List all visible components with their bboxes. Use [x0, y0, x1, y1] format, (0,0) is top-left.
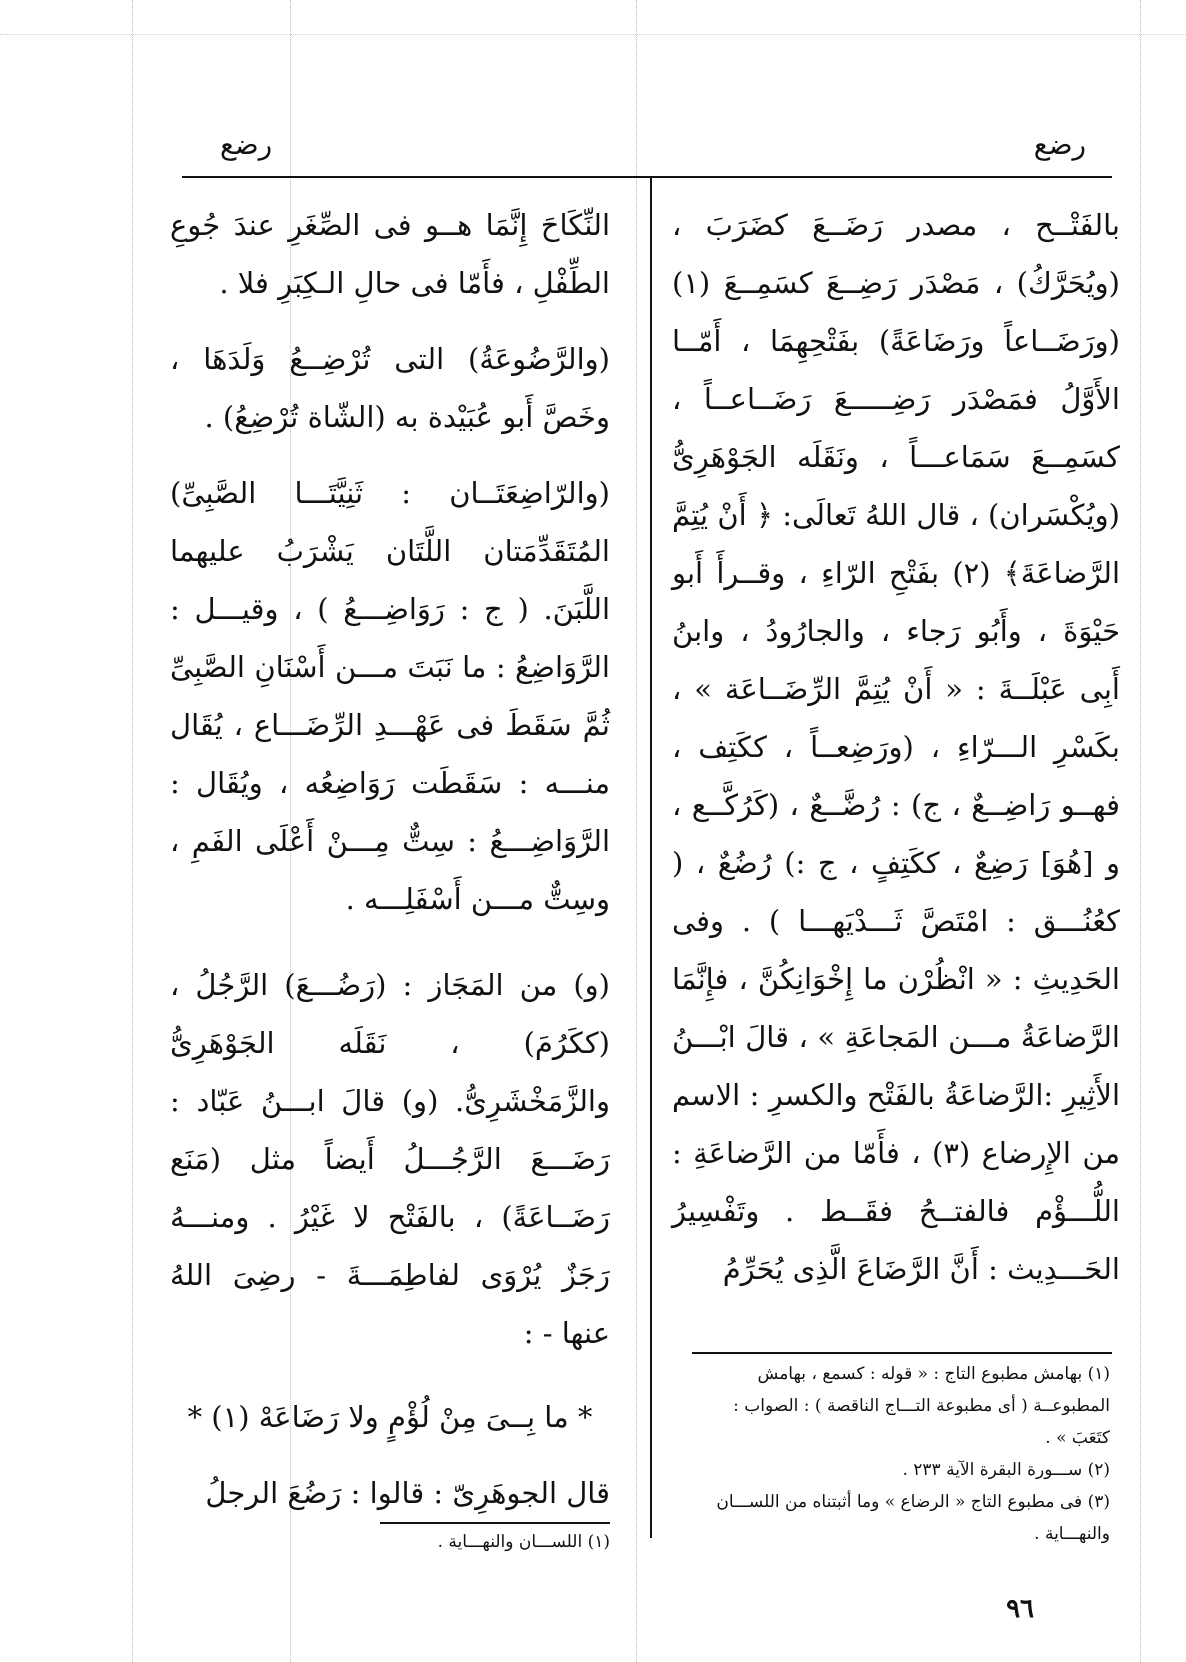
header-rule — [182, 176, 1112, 178]
scan-guide-line — [636, 0, 638, 1662]
footnote-rule-left — [380, 1522, 610, 1524]
footnotes-right — [690, 1358, 1110, 1550]
scan-guide-line — [0, 34, 1186, 36]
page-number: ٩٦ — [1006, 1594, 1034, 1624]
scan-guide-line — [1140, 0, 1142, 1662]
scan-guide-line — [132, 0, 134, 1662]
footnote-item: (٢) ســـورة البقرة الآية ٢٣٣ . — [902, 1460, 1110, 1480]
footnote-item: (٣) فى مطبوع التاج « الرضاع » وما أثبتناه من اللســـان والنهـــاية . — [716, 1492, 1110, 1544]
header-root-word-left: رضع — [220, 128, 273, 161]
left-column — [170, 196, 610, 1522]
header-root-word-right: رضع — [1033, 128, 1086, 161]
footnote-item: (١) اللســـان والنهـــاية . — [437, 1532, 610, 1552]
left-paragraph-1: النِّكَاحَ إِنَّمَا هــو فى الصِّغَرِ عندَ جُوعِ الطِّفْلِ ، فأَمّا فى حالِ الـكِبَرِ فلا . — [170, 208, 610, 300]
left-paragraph-3: (والرّاضِعَتَــان : ثَنِيَّتَـــا الصَّبِىِّ) المُتَقَدِّمَتان اللَّتَان يَشْرَبُ عليهما اللَّبَنَ. ( ج : رَوَاضِـــعُ ) ، وقيـــل : الرَّوَاضِعُ : ما نَبَتَ مـــن أَسْنَانِ الصَّبِىِّ ثُمَّ سَقَطَ فى عَهْـــدِ الرِّضَـــاع ، يُقَال منـــه : سَقَطَت رَوَاضِعُه ، ويُقَال : الرَّوَاضِـــعُ : سِتٌّ مِـــنْ أَعْلَى الفَمِ ، وسِتٌّ مـــن أَسْفَلِـــه . — [170, 476, 610, 916]
right-column-text: بالفَتْــح ، مصدر رَضَــعَ كضَرَبَ ، (ويُحَرَّكُ) ، مَصْدَر رَضِــعَ كسَمِــعَ (١) (ورَضَــاعاً ورَضَاعَةً) بفَتْحِهِمَا ، أَمّــا الأَوَّلُ فمَصْدَر رَضِـــــعَ رَضَــاعــاً ، كسَمِــعَ سَمَاعـــاً ، ونَقَلَه الجَوْهَرِىُّ (ويُكْسَران) ، قال اللهُ تَعالَى: ﴿ أَنْ يُتِمَّ الرَّضاعَةَ﴾ (٢) بفَتْحِ الرّاءِ ، وقــرأَ أَبو حَيْوَةَ ، وأَبُو رَجاء ، والجارُودُ ، وابنُ أَبِى عَبْلَــةَ : « أَنْ يُتِمَّ الرِّضَــاعَة » ، بكَسْرِ الـــرّاءِ ، (ورَضِعــاً ، ككَتِف ، فهــو رَاضِــعٌ ، ج) : رُضَّــعٌ ، (كَرُكَّــع ، و [هُوَ] رَضِعٌ ، ككَتِفٍ ، ج :) رُضُعٌ ، ( كعُنُـــق : امْتَصَّ ثَـــدْيَهـــا ) . وفى الحَدِيثِ : « انْظُرْن ما إِخْوَانِكُنَّ ، فإِنَّمَا الرَّضاعَةُ مـــن المَجاعَةِ » ، قالَ ابْـــنُ الأَثِيرِ :الرَّضاعَةُ بالفَتْح والكسرِ : الاسم من الإِرضاع (٣) ، فأَمّا من الرَّضاعَةِ : اللُّـــؤْم فالفتــحُ فقَــط . وتَفْسِيرُ الحَـــدِيث : أَنَّ الرَّضَاعَ الَّذِى يُحَرِّمُ — [672, 208, 1121, 1286]
left-closing-line: قال الجوهَرِىّ : قالوا : رَضُعَ الرجلُ — [205, 1476, 610, 1510]
right-column — [672, 196, 1120, 1298]
verse-line: * ما بِــىَ مِنْ لُؤْمٍ ولا رَضَاعَهْ (١) * — [187, 1400, 593, 1434]
footnote-item: (١) بهامش مطبوع التاج : « قوله : كسمع ، بهامش المطبوعــة ( أى مطبوعة التـــاج الناقصة ) : الصواب : كتَعَبَ » . — [733, 1364, 1110, 1448]
left-paragraph-4: (و) من المَجَاز : (رَضُـــعَ) الرَّجُلُ ، (ككَرُمَ) ، نَقَلَه الجَوْهَرِىُّ والزَّمَخْشَرِىُّ. (و) قالَ ابـــنُ عَبّاد : رَضَـــعَ الرَّجُـــلُ أَيضاً مثل (مَنَع رَضَــاعَةً) ، بالفَتْح لا غَيْرُ . ومنـــهُ رَجَزٌ يُرْوَى لفاطِمَـــةَ - رضِىَ اللهُ عنها - : — [170, 968, 610, 1350]
left-paragraph-2: (والرَّضُوعَةُ) التى تُرْضِــعُ وَلَدَهَا ، وخَصَّ أَبو عُبَيْدة به (الشّاة تُرْضِعُ) . — [170, 342, 610, 434]
column-divider — [650, 178, 652, 1538]
footnote-rule-right — [692, 1352, 1112, 1354]
footnotes-left — [360, 1526, 610, 1558]
